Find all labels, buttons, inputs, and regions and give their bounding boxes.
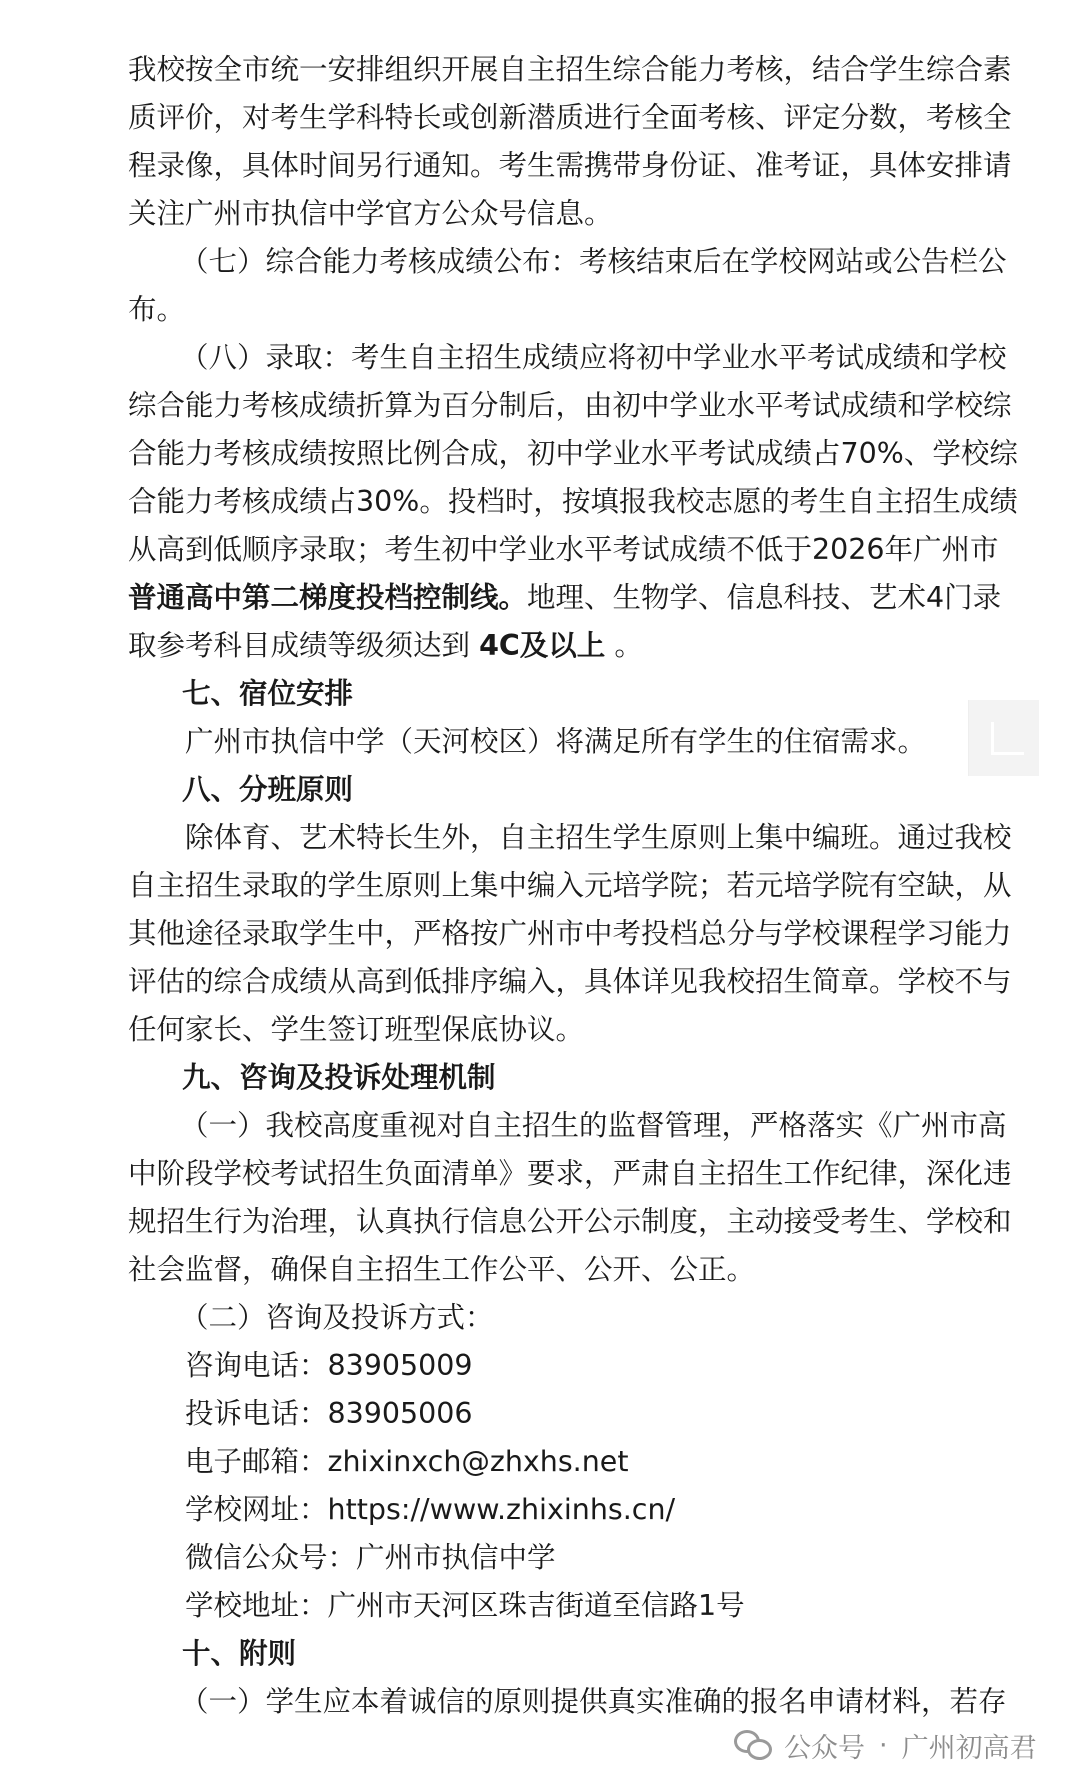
paragraph-line: （八）录取：考生自主招生成绩应将初中学业水平考试成绩和学校: [180, 341, 1007, 374]
paragraph-line: 除体育、艺术特长生外，自主招生学生原则上集中编班。通过我校: [185, 821, 1012, 854]
watermark-account-name: 广州初高君: [901, 1732, 1037, 1764]
wechat-icon: [734, 1730, 772, 1760]
paragraph-line: 综合能力考核成绩折算为百分制后，由初中学业水平考试成绩和学校综: [128, 389, 1012, 422]
paragraph-line: 中阶段学校考试招生负面清单》要求，严肃自主招生工作纪律，深化违: [128, 1157, 1012, 1190]
paragraph-line: 程录像，具体时间另行通知。考生需携带身份证、准考证，具体安排请: [128, 149, 1012, 182]
wechat-account: 微信公众号：广州市执信中学: [185, 1541, 556, 1574]
paragraph-line-mixed: [128, 622, 964, 670]
bold-text: 4C及以上: [479, 629, 606, 662]
paragraph-line: 自主招生录取的学生原则上集中编入元培学院；若元培学院有空缺，从: [128, 869, 1012, 902]
normal-text: 地理、生物学、信息科技、艺术4门录: [527, 581, 1002, 614]
paragraph-line: （一）我校高度重视对自主招生的监督管理，严格落实《广州市高: [180, 1109, 1007, 1142]
paragraph-line-mixed: [128, 574, 1002, 622]
paragraph-line: 合能力考核成绩按照比例合成，初中学业水平考试成绩占70%、学校综: [128, 437, 1018, 470]
section-heading: 八、分班原则: [182, 773, 354, 806]
normal-text: 。: [605, 629, 643, 662]
watermark-label: 公众号: [784, 1732, 865, 1764]
paragraph-line: 从高到低顺序录取；考生初中学业水平考试成绩不低于2026年广州市: [128, 533, 999, 566]
account-watermark: [734, 1725, 1037, 1765]
contact-email: 电子邮箱：zhixinxch@zhxhs.net: [185, 1445, 629, 1478]
paragraph-line: 社会监督，确保自主招生工作公平、公开、公正。: [128, 1253, 756, 1286]
section-heading: 十、附则: [182, 1637, 297, 1670]
paragraph-line: （二）咨询及投诉方式：: [180, 1301, 494, 1334]
contact-phone: 咨询电话：83905009: [185, 1349, 473, 1382]
paragraph-line: 任何家长、学生签订班型保底协议。: [128, 1013, 585, 1046]
paragraph-line: 关注广州市执信中学官方公众号信息。: [128, 197, 613, 230]
complaint-phone: 投诉电话：83905006: [185, 1397, 473, 1430]
section-heading: 七、宿位安排: [182, 677, 354, 710]
paragraph-line: 广州市执信中学（天河校区）将满足所有学生的住宿需求。: [185, 725, 927, 758]
paragraph-line: 评估的综合成绩从高到低排序编入，具体详见我校招生简章。学校不与: [128, 965, 1012, 998]
document-body: [128, 46, 1018, 1726]
paragraph-line: 质评价，对考生学科特长或创新潜质进行全面考核、评定分数，考核全: [128, 101, 1012, 134]
school-website: 学校网址：https://www.zhixinhs.cn/: [185, 1493, 676, 1526]
school-address: 学校地址：广州市天河区珠吉街道至信路1号: [185, 1589, 745, 1622]
watermark-separator: ·: [879, 1729, 888, 1761]
paragraph-line: 其他途径录取学生中，严格按广州市中考投档总分与学校课程学习能力: [128, 917, 1012, 950]
paragraph-line: 我校按全市统一安排组织开展自主招生综合能力考核，结合学生综合素: [128, 53, 1012, 86]
paragraph-line: 规招生行为治理，认真执行信息公开公示制度，主动接受考生、学校和: [128, 1205, 1012, 1238]
edge-overlay-artifact: [968, 700, 1039, 776]
paragraph-line: （七）综合能力考核成绩公布：考核结束后在学校网站或公告栏公: [180, 245, 1007, 278]
paragraph-line: （一）学生应本着诚信的原则提供真实准确的报名申请材料，若存: [180, 1685, 1007, 1718]
bold-text: 普通高中第二梯度投档控制线。: [128, 581, 528, 614]
section-heading: 九、咨询及投诉处理机制: [182, 1061, 496, 1094]
paragraph-line: 布。: [128, 293, 186, 326]
paragraph-line: 合能力考核成绩占30%。投档时，按填报我校志愿的考生自主招生成绩: [128, 485, 1018, 518]
normal-text: 取参考科目成绩等级须达到: [128, 629, 480, 662]
